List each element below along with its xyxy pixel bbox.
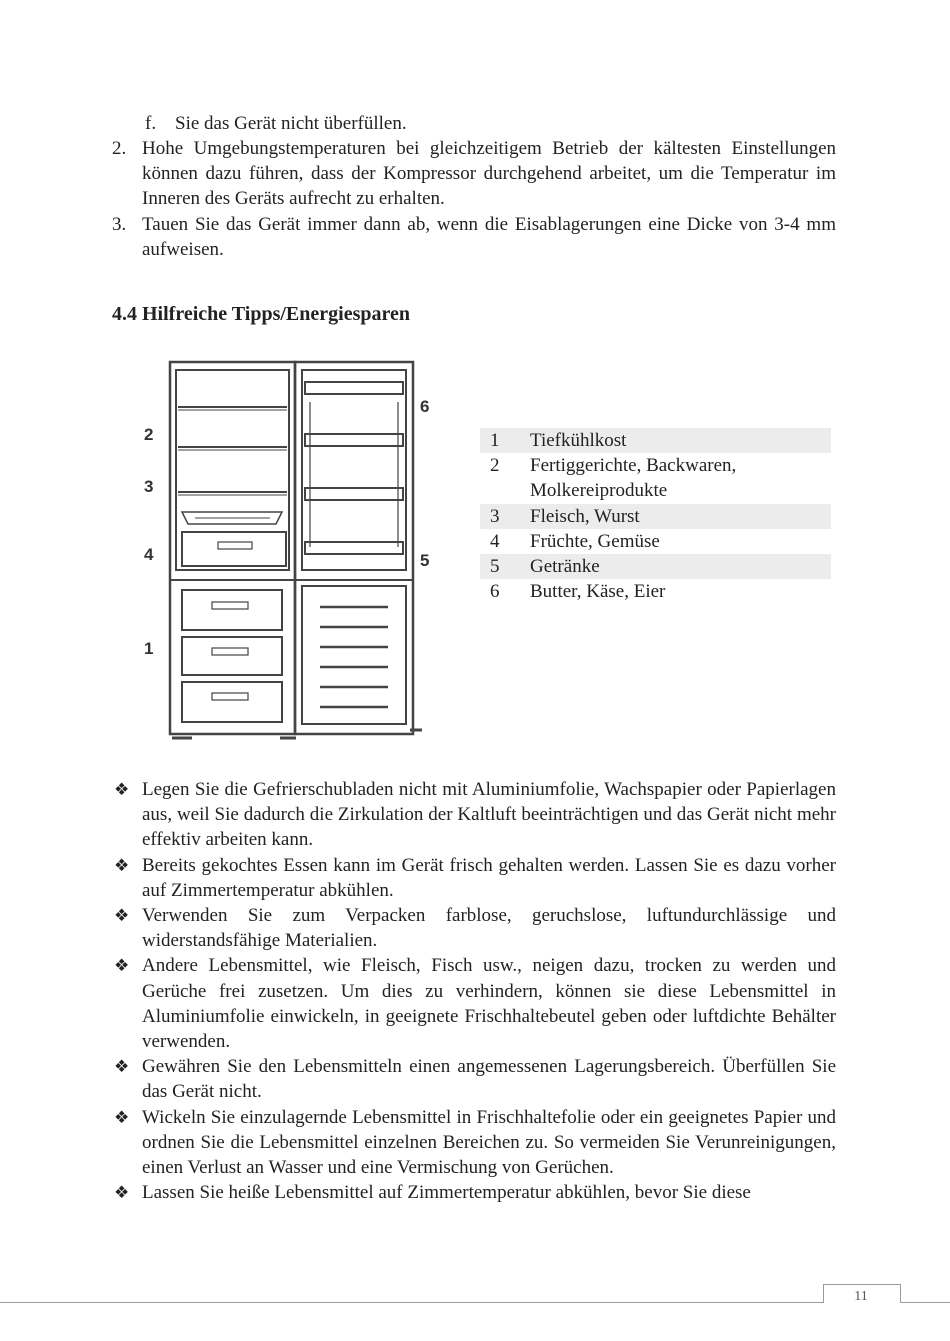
- zone-label-3: 3: [144, 477, 154, 496]
- legend-number: 3: [490, 505, 500, 527]
- list-item: [112, 853, 836, 903]
- legend-number: 6: [490, 581, 500, 603]
- legend-text: Butter, Käse, Eier: [530, 581, 666, 603]
- list-item-text: Hohe Umgebungstemperaturen bei gleichzeitigem Betrieb der kältesten Einstellungen können dazu führen, dass der Kompressor durchgehend arbeitet, um die Temperatur im Inneren des Geräts aufrecht zu erhalten.: [142, 138, 836, 210]
- tips-list: [112, 777, 836, 1205]
- page-number: 11: [854, 1289, 868, 1304]
- list-marker: f.: [145, 113, 157, 134]
- list-item: [112, 136, 836, 212]
- list-item-text: Tauen Sie das Gerät immer dann ab, wenn die Eisablagerungen eine Dicke von 3-4 mm aufweisen.: [142, 213, 836, 260]
- zone-label-1: 1: [144, 639, 154, 658]
- tip-text: Gewähren Sie den Lebensmitteln einen angemessenen Lagerungsbereich. Überfüllen Sie das Gerät nicht.: [142, 1056, 836, 1103]
- table-row: [480, 428, 831, 453]
- legend-text: Tiefkühlkost: [530, 430, 627, 451]
- list-item: [112, 1180, 836, 1205]
- tip-text: Bereits gekochtes Essen kann im Gerät frisch gehalten werden. Lassen Sie es dazu vorher auf Zimmertemperatur abkühlen.: [142, 854, 836, 901]
- list-item: [112, 1054, 836, 1104]
- legend-number: 4: [490, 530, 500, 552]
- tip-text: Wickeln Sie einzulagernde Lebensmittel in Frischhaltefolie oder ein geeignetes Papier und ordnen Sie die Lebensmittel einzelnen Bereichen zu. So vermeiden Sie Verunreinigungen, einen Verlust an Wasser und eine Vermischung von Gerüchen.: [142, 1106, 836, 1179]
- list-item-text: Sie das Gerät nicht überfüllen.: [175, 113, 407, 134]
- tip-text: Legen Sie die Gefrierschubladen nicht mit Aluminiumfolie, Wachspapier oder Papierlagen aus, weil Sie dadurch die Zirkulation der Kaltluft beeinträchtigen und das Gerät nicht mehr effektiv arbeiten kann.: [142, 779, 836, 851]
- tip-text: Verwenden Sie zum Verpacken farblose, geruchslose, luftundurchlässige und widerstandsfähige Materialien.: [142, 905, 836, 952]
- zone-label-2: 2: [144, 425, 154, 444]
- tip-text: Andere Lebensmittel, wie Fleisch, Fisch usw., neigen dazu, trocken zu werden und Gerüche frei zusetzen. Um dies zu verhindern, können sie diese Lebensmittel in Aluminiumfolie einwickeln, in geeignete Frischhaltebeutel geben oder luftdichte Behälter verwenden.: [142, 955, 836, 1053]
- list-item: [112, 212, 836, 262]
- list-item: [112, 777, 836, 853]
- list-number: 3.: [112, 213, 127, 235]
- legend-text: Fleisch, Wurst: [530, 505, 640, 527]
- bullet-icon: ❖: [114, 780, 130, 799]
- footer-divider: [0, 1302, 950, 1303]
- bullet-icon: ❖: [114, 906, 130, 926]
- table-row: [480, 579, 831, 604]
- bullet-icon: ❖: [114, 1183, 130, 1203]
- fridge-diagram: [130, 352, 450, 747]
- list-item: [112, 903, 836, 953]
- section-heading: 4.4 Hilfreiche Tipps/Energiesparen: [112, 303, 410, 325]
- tip-text: Lassen Sie heiße Lebensmittel auf Zimmertemperatur abkühlen, bevor Sie diese: [142, 1182, 751, 1204]
- legend-number: 1: [490, 430, 500, 451]
- bullet-icon: ❖: [114, 855, 130, 875]
- table-row: [480, 529, 831, 554]
- bullet-icon: ❖: [114, 1057, 130, 1077]
- table-row: [480, 453, 831, 503]
- zone-label-5: 5: [420, 551, 430, 570]
- numbered-list: [112, 136, 836, 262]
- list-item: [112, 1105, 836, 1181]
- table-row: [480, 554, 831, 579]
- list-item: [112, 953, 836, 1054]
- zone-label-4: 4: [144, 545, 154, 564]
- list-item-f: [145, 111, 407, 136]
- legend-number: 5: [490, 556, 500, 578]
- list-number: 2.: [112, 138, 127, 159]
- bullet-icon: ❖: [114, 956, 130, 976]
- table-row: [480, 504, 831, 529]
- legend-text: Getränke: [530, 556, 600, 578]
- legend-text: Fertiggerichte, Backwaren, Molkereiprodukte: [530, 455, 737, 502]
- bullet-icon: ❖: [114, 1107, 130, 1127]
- zone-label-6: 6: [420, 397, 430, 416]
- zone-legend-table: [480, 428, 831, 604]
- legend-text: Früchte, Gemüse: [530, 530, 660, 552]
- legend-number: 2: [490, 455, 500, 477]
